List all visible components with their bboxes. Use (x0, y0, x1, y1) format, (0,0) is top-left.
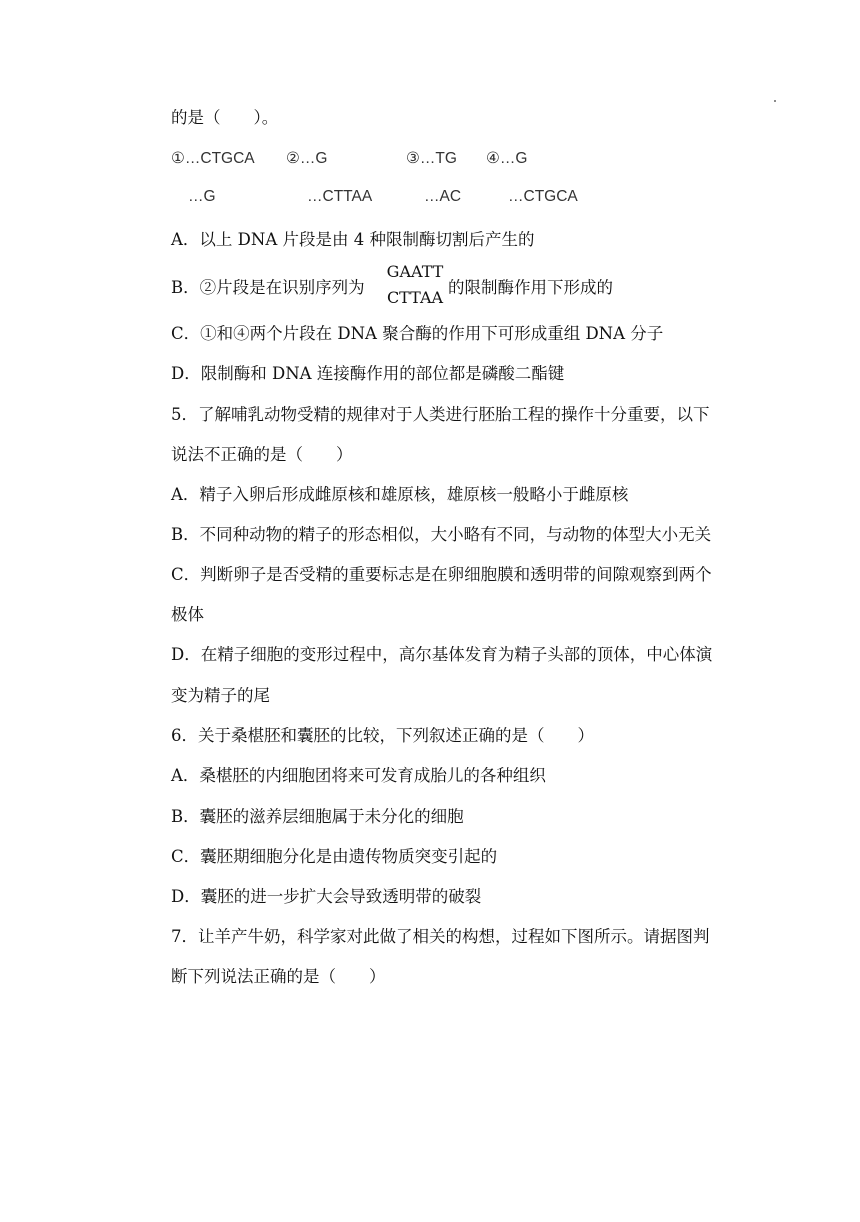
q4-option-b-suffix: 的限制酶作用下形成的 (448, 278, 613, 297)
question-5-line-1: 5．了解哺乳动物受精的规律对于人类进行胚胎工程的操作十分重要，以下 (171, 405, 710, 424)
q6-option-b: B．囊胚的滋养层细胞属于未分化的细胞 (171, 807, 464, 826)
sequence-3-top: ③…TG (406, 150, 457, 167)
page-dot (774, 100, 776, 102)
sequence-1-top: ①…CTGCA (171, 150, 255, 167)
q4-option-b-prefix: B．②片段是在识别序列为 (171, 278, 365, 297)
q4-option-a: A．以上 DNA 片段是由 4 种限制酶切割后产生的 (171, 230, 535, 249)
sequence-3-bottom: …AC (424, 188, 462, 205)
q5-option-d-line-1: D．在精子细胞的变形过程中，高尔基体发育为精子头部的顶体，中心体演 (171, 645, 713, 664)
sequence-1-bottom: …G (188, 188, 216, 205)
sequence-4-top: ④…G (486, 150, 528, 167)
q5-option-b: B．不同种动物的精子的形态相似，大小略有不同，与动物的体型大小无关 (171, 525, 712, 544)
q6-option-c: C．囊胚期细胞分化是由遗传物质突变引起的 (171, 847, 498, 866)
q5-option-d-line-2: 变为精子的尾 (171, 686, 270, 705)
question-5-line-2: 说法不正确的是（ ） (171, 445, 353, 464)
q6-option-d: D．囊胚的进一步扩大会导致透明带的破裂 (171, 887, 482, 906)
sequence-2-bottom: …CTTAA (307, 188, 373, 205)
q6-option-a: A．桑椹胚的内细胞团将来可发育成胎儿的各种组织 (171, 766, 546, 785)
q4-option-c: C．①和④两个片段在 DNA 聚合酶的作用下可形成重组 DNA 分子 (171, 324, 664, 343)
sequence-2-top: ②…G (286, 150, 328, 167)
question-4-stem-tail: 的是（ ）。 (171, 108, 279, 127)
question-7-line-2: 断下列说法正确的是（ ） (171, 967, 386, 986)
q5-option-c-line-1: C．判断卵子是否受精的重要标志是在卵细胞膜和透明带的间隙观察到两个 (171, 565, 712, 584)
recognition-sequence-bottom: CTTAA (386, 288, 444, 307)
q4-option-d: D．限制酶和 DNA 连接酶作用的部位都是磷酸二酯键 (171, 364, 565, 383)
q5-option-a: A．精子入卵后形成雌原核和雄原核，雄原核一般略小于雌原核 (171, 485, 629, 504)
recognition-sequence-top: GAATT (386, 262, 444, 281)
q5-option-c-line-2: 极体 (171, 605, 204, 624)
question-7-line-1: 7．让羊产牛奶，科学家对此做了相关的构想，过程如下图所示。请据图判 (171, 927, 710, 946)
sequence-4-bottom: …CTGCA (508, 188, 578, 205)
question-6: 6．关于桑椹胚和囊胚的比较，下列叙述正确的是（ ） (171, 726, 594, 745)
